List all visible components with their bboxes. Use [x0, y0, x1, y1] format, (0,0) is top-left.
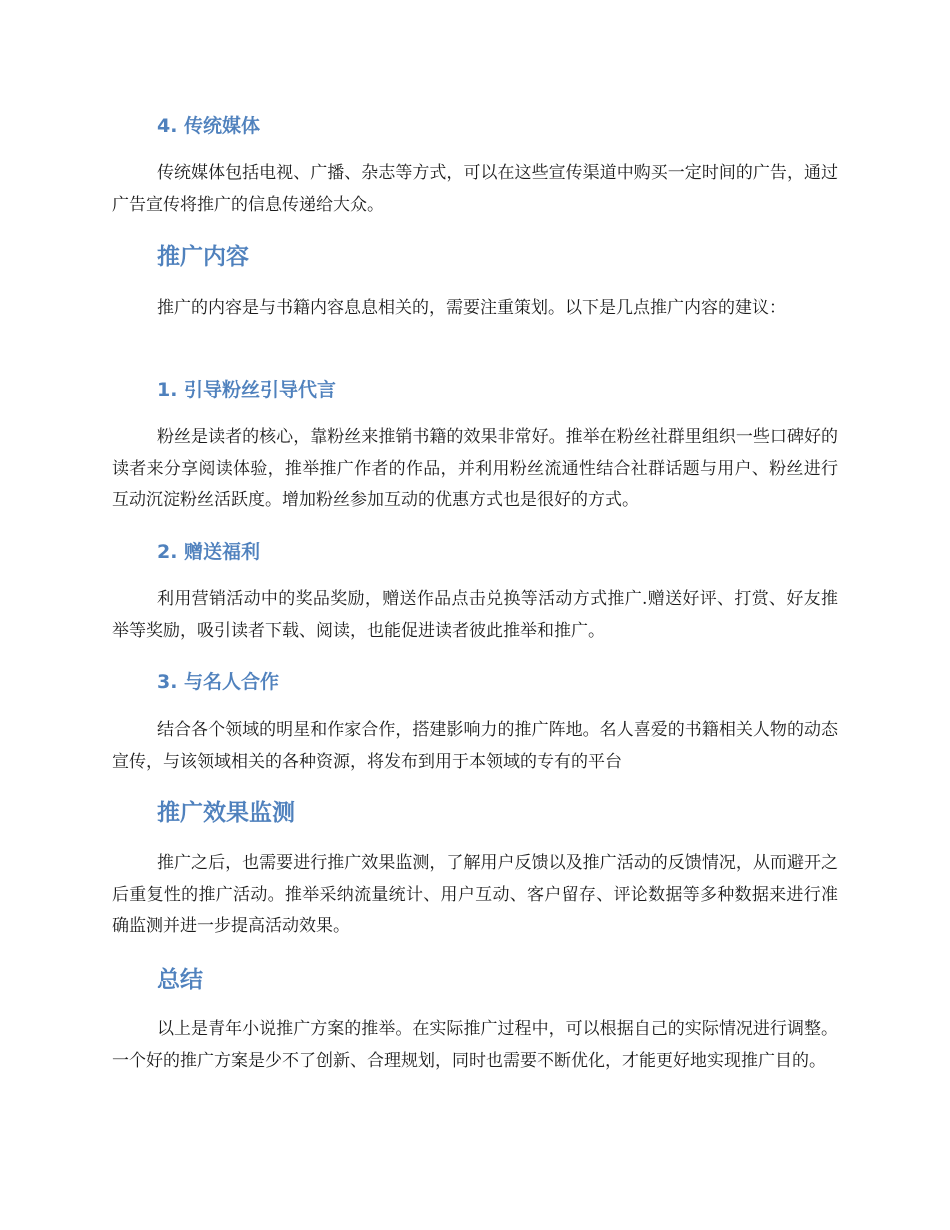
paragraph-celebrity-cooperation: 结合各个领域的明星和作家合作，搭建影响力的推广阵地。名人喜爱的书籍相关人物的动态宣传，与该领域相关的各种资源，将发布到用于本领域的专有的平台	[112, 720, 838, 772]
heading-summary: 总结	[157, 967, 203, 993]
paragraph-summary: 以上是青年小说推广方案的推举。在实际推广过程中，可以根据自己的实际情况进行调整。一个好的推广方案是少不了创新、合理规划，同时也需要不断优化，才能更好地实现推广目的。	[112, 1019, 838, 1071]
heading-effect-monitoring: 推广效果监测	[157, 800, 295, 826]
paragraph-promotion-content: 推广的内容是与书籍内容息息相关的，需要注重策划。以下是几点推广内容的建议：	[157, 298, 786, 318]
paragraph-fan-endorsement: 粉丝是读者的核心，靠粉丝来推销书籍的效果非常好。推举在粉丝社群里组织一些口碑好的读者来分享阅读体验，推举推广作者的作品，并利用粉丝流通性结合社群话题与用户、粉丝进行互动沉淀粉丝活跃度。增加粉丝参加互动的优惠方式也是很好的方式。	[112, 427, 838, 510]
heading-fan-endorsement: 1. 引导粉丝引导代言	[157, 379, 337, 401]
paragraph-gift-benefits: 利用营销活动中的奖品奖励，赠送作品点击兑换等活动方式推广.赠送好评、打赏、好友推举等奖励，吸引读者下载、阅读，也能促进读者彼此推举和推广。	[112, 589, 838, 641]
heading-gift-benefits: 2. 赠送福利	[157, 541, 261, 563]
paragraph-traditional-media: 传统媒体包括电视、广播、杂志等方式，可以在这些宣传渠道中购买一定时间的广告，通过广告宣传将推广的信息传递给大众。	[112, 163, 838, 215]
heading-traditional-media: 4. 传统媒体	[157, 115, 261, 137]
heading-promotion-content: 推广内容	[157, 244, 249, 270]
paragraph-effect-monitoring: 推广之后，也需要进行推广效果监测，了解用户反馈以及推广活动的反馈情况，从而避开之后重复性的推广活动。推举采纳流量统计、用户互动、客户留存、评论数据等多种数据来进行准确监测并进一步提高活动效果。	[112, 853, 838, 936]
heading-celebrity-cooperation: 3. 与名人合作	[157, 671, 280, 693]
